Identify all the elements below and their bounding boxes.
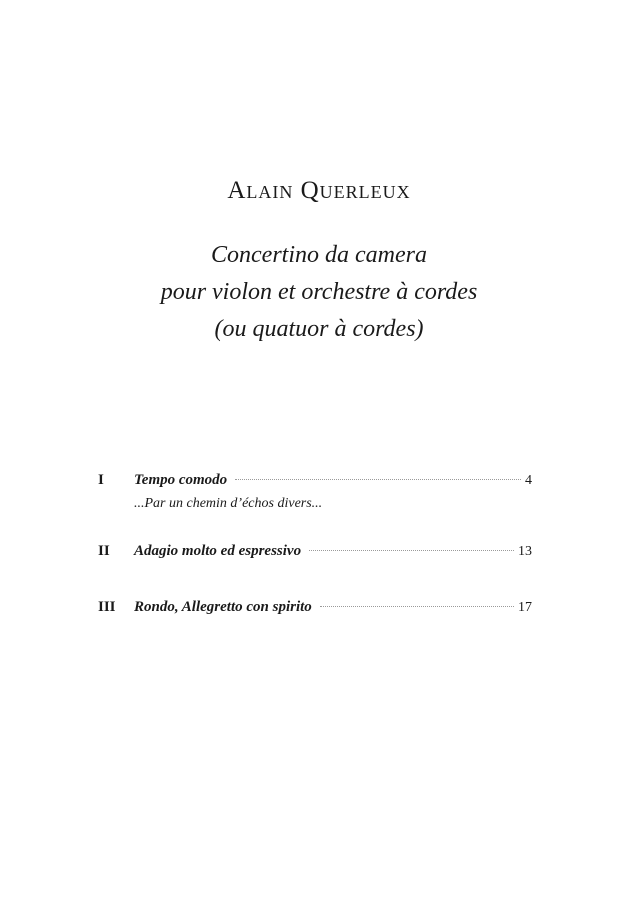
dot-leader <box>235 479 521 480</box>
page-number: 4 <box>525 473 532 488</box>
movement-title[interactable]: Tempo comodo <box>134 472 228 488</box>
title-line-2: pour violon et orchestre à cordes <box>160 279 478 305</box>
title-line-3: (ou quatuor à cordes) <box>214 316 424 342</box>
movement-title[interactable]: Adagio molto ed espressivo <box>134 543 302 559</box>
movement-number: II <box>98 543 110 559</box>
toc-entry-3[interactable] <box>98 595 532 619</box>
page-number: 17 <box>518 600 532 615</box>
dot-leader <box>320 606 514 607</box>
movement-number: III <box>98 599 116 615</box>
movement-number: I <box>98 472 104 488</box>
work-title <box>0 237 638 348</box>
dot-leader <box>309 550 514 551</box>
movement-subtitle: ...Par un chemin d’échos divers... <box>134 496 323 511</box>
page-number: 13 <box>518 544 532 559</box>
table-of-contents <box>98 468 532 619</box>
toc-entry-2[interactable] <box>98 539 532 563</box>
composer-name: Alain Querleux <box>227 177 411 204</box>
toc-entry-1[interactable] <box>98 468 532 516</box>
movement-title[interactable]: Rondo, Allegretto con spirito <box>134 599 312 615</box>
title-line-1: Concertino da camera <box>211 242 427 268</box>
